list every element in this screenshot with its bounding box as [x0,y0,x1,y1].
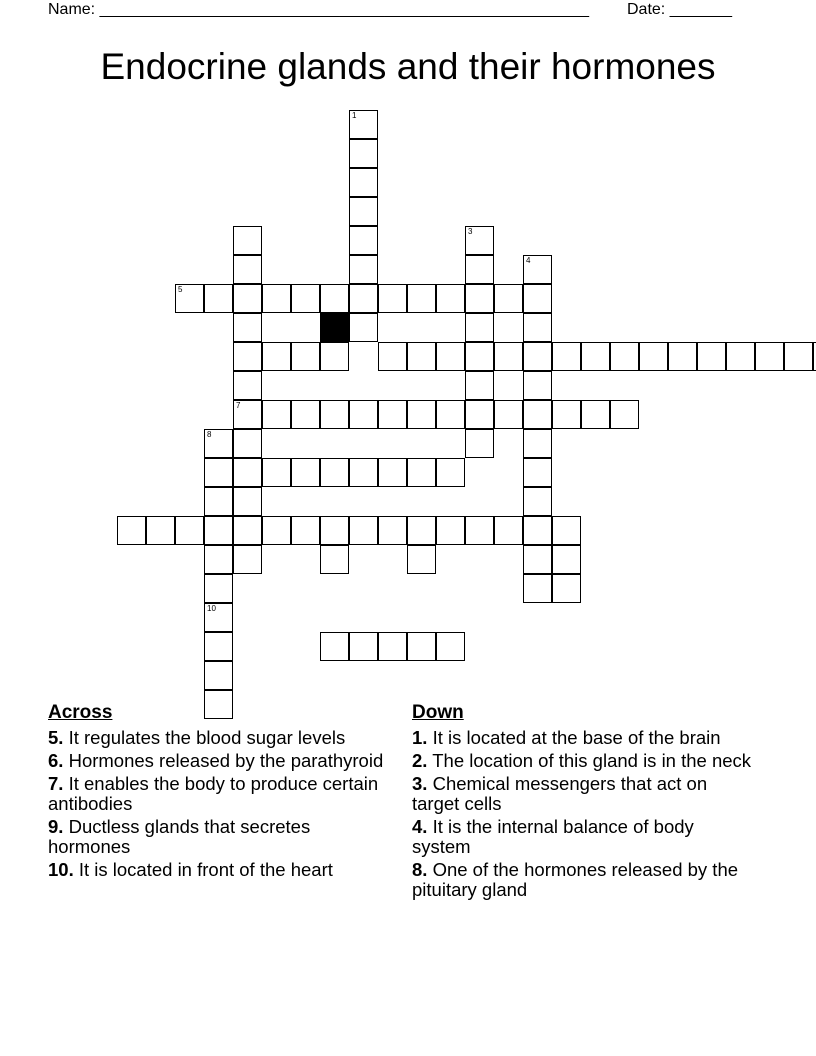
grid-cell[interactable] [407,400,436,429]
grid-cell[interactable] [204,603,233,632]
name-field-label[interactable]: Name: _______________________________________________________ [48,1,589,18]
grid-cell[interactable] [465,429,494,458]
grid-cell[interactable] [233,371,262,400]
grid-cell[interactable] [407,545,436,574]
grid-cell[interactable] [378,516,407,545]
grid-cell[interactable] [291,284,320,313]
clue-number: 7. [48,773,64,794]
across-clue [48,860,388,880]
grid-cell[interactable] [320,342,349,371]
clue-text: The location of this gland is in the neck [427,750,752,771]
grid-cell[interactable] [407,342,436,371]
grid-cell[interactable] [639,342,668,371]
grid-cell[interactable] [378,400,407,429]
grid-cell[interactable] [610,400,639,429]
grid-cell[interactable] [233,458,262,487]
grid-cell[interactable] [407,516,436,545]
clue-text: It is located in front of the heart [73,859,333,880]
grid-cell[interactable] [349,400,378,429]
grid-cell[interactable] [349,255,378,284]
grid-cell[interactable] [581,342,610,371]
grid-cell[interactable] [552,545,581,574]
grid-cell[interactable] [233,545,262,574]
grid-cell[interactable] [523,284,552,313]
clue-number: 2. [412,750,428,771]
down-heading: Down [412,702,464,723]
clue-number: 9. [48,816,64,837]
grid-cell[interactable] [465,516,494,545]
clue-number: 6. [48,750,64,771]
grid-cell[interactable] [465,255,494,284]
grid-cell[interactable] [233,516,262,545]
grid-cell[interactable] [320,284,349,313]
grid-cell[interactable] [378,284,407,313]
grid-cell[interactable] [349,313,378,342]
grid-cell[interactable] [465,226,494,255]
grid-cell[interactable] [117,516,146,545]
grid-cell[interactable] [407,632,436,661]
grid-cell[interactable] [204,429,233,458]
across-clue [48,728,388,748]
clue-number: 4. [412,816,428,837]
grid-cell[interactable] [204,516,233,545]
down-clue [412,751,752,771]
grid-cell[interactable] [494,516,523,545]
grid-cell[interactable] [494,342,523,371]
grid-cell[interactable] [494,284,523,313]
grid-cell[interactable] [262,516,291,545]
grid-cell[interactable] [465,284,494,313]
grid-cell[interactable] [436,400,465,429]
grid-cell[interactable] [262,284,291,313]
grid-cell[interactable] [552,400,581,429]
grid-cell[interactable] [320,632,349,661]
clue-text: Hormones released by the parathyroid [63,750,384,771]
grid-cell[interactable] [436,632,465,661]
grid-cell[interactable] [465,400,494,429]
cell-number: 4 [526,256,531,265]
grid-cell[interactable] [204,458,233,487]
grid-cell[interactable] [407,458,436,487]
grid-cell[interactable] [523,342,552,371]
grid-cell[interactable] [378,458,407,487]
clue-text: Ductless glands that secretes hormones [48,816,311,857]
clue-text: It is located at the base of the brain [427,727,721,748]
grid-cell[interactable] [465,342,494,371]
date-field-label[interactable]: Date: _______ [627,1,732,18]
clue-text: It regulates the blood sugar levels [63,727,346,748]
grid-cell[interactable] [233,342,262,371]
grid-cell[interactable] [378,342,407,371]
grid-cell[interactable] [146,516,175,545]
grid-cell[interactable] [523,458,552,487]
grid-cell[interactable] [523,400,552,429]
grid-cell[interactable] [726,342,755,371]
clue-text: One of the hormones released by the pituitary gland [412,859,739,900]
grid-cell[interactable] [755,342,784,371]
grid-cell[interactable] [204,545,233,574]
grid-cell[interactable] [233,226,262,255]
grid-cell[interactable] [697,342,726,371]
grid-cell[interactable] [204,574,233,603]
grid-cell[interactable] [349,139,378,168]
grid-cell[interactable] [349,632,378,661]
grid-cell[interactable] [233,313,262,342]
grid-cell[interactable] [349,110,378,139]
grid-cell[interactable] [523,313,552,342]
grid-cell[interactable] [465,313,494,342]
down-clue [412,728,752,748]
grid-cell[interactable] [233,487,262,516]
grid-cell[interactable] [349,458,378,487]
grid-cell[interactable] [320,516,349,545]
grid-cell[interactable] [784,342,813,371]
grid-cell[interactable] [204,632,233,661]
grid-cell[interactable] [233,429,262,458]
cell-number: 10 [207,604,216,613]
grid-cell[interactable] [552,574,581,603]
across-heading: Across [48,702,113,723]
clue-number: 1. [412,727,428,748]
grid-cell[interactable] [233,400,262,429]
down-clue-list [412,728,752,900]
grid-cell[interactable] [465,371,494,400]
grid-cell[interactable] [436,342,465,371]
grid-cell[interactable] [349,197,378,226]
grid-cell[interactable] [291,342,320,371]
grid-cell[interactable] [175,516,204,545]
grid-cell[interactable] [523,429,552,458]
cell-number: 5 [178,285,183,294]
grid-cell[interactable] [291,400,320,429]
grid-cell[interactable] [204,487,233,516]
across-clue-list [48,728,388,880]
grid-cell[interactable] [233,255,262,284]
grid-cell[interactable] [523,255,552,284]
grid-cell[interactable] [523,487,552,516]
grid-cell[interactable] [523,371,552,400]
clue-number: 5. [48,727,64,748]
cell-number: 8 [207,430,212,439]
grid-cell[interactable] [552,342,581,371]
cell-number: 7 [236,401,241,410]
grid-cell[interactable] [320,545,349,574]
grid-cell[interactable] [436,458,465,487]
across-clue [48,751,388,771]
grid-cell[interactable] [436,284,465,313]
grid-cell[interactable] [291,516,320,545]
black-cell [320,313,349,342]
clue-text: It enables the body to produce certain antibodies [48,773,379,814]
cell-number: 3 [468,227,473,236]
grid-cell[interactable] [523,516,552,545]
grid-cell[interactable] [320,400,349,429]
grid-cell[interactable] [204,284,233,313]
grid-cell[interactable] [523,545,552,574]
grid-cell[interactable] [175,284,204,313]
grid-cell[interactable] [349,284,378,313]
grid-cell[interactable] [262,342,291,371]
clue-text: It is the internal balance of body system [412,816,694,857]
page-title: Endocrine glands and their hormones [100,46,716,87]
down-clue [412,860,752,900]
grid-cell[interactable] [262,400,291,429]
grid-cell[interactable] [320,458,349,487]
grid-cell[interactable] [349,226,378,255]
grid-cell[interactable] [262,458,291,487]
down-clues [412,702,752,903]
grid-cell[interactable] [436,516,465,545]
grid-cell[interactable] [291,458,320,487]
clue-text: Chemical messengers that act on target cells [412,773,708,814]
grid-cell[interactable] [494,400,523,429]
grid-cell[interactable] [668,342,697,371]
grid-cell[interactable] [378,632,407,661]
grid-cell[interactable] [349,516,378,545]
grid-cell[interactable] [552,516,581,545]
across-clue [48,774,388,814]
across-clue [48,817,388,857]
grid-cell[interactable] [523,574,552,603]
clue-number: 3. [412,773,428,794]
grid-cell[interactable] [407,284,436,313]
grid-cell[interactable] [581,400,610,429]
clue-number: 8. [412,859,428,880]
cell-number: 1 [352,111,357,120]
down-clue [412,817,752,857]
grid-cell[interactable] [349,168,378,197]
clue-number: 10. [48,859,74,880]
across-clues [48,702,388,883]
down-clue [412,774,752,814]
grid-cell[interactable] [204,661,233,690]
grid-cell[interactable] [610,342,639,371]
grid-cell[interactable] [233,284,262,313]
